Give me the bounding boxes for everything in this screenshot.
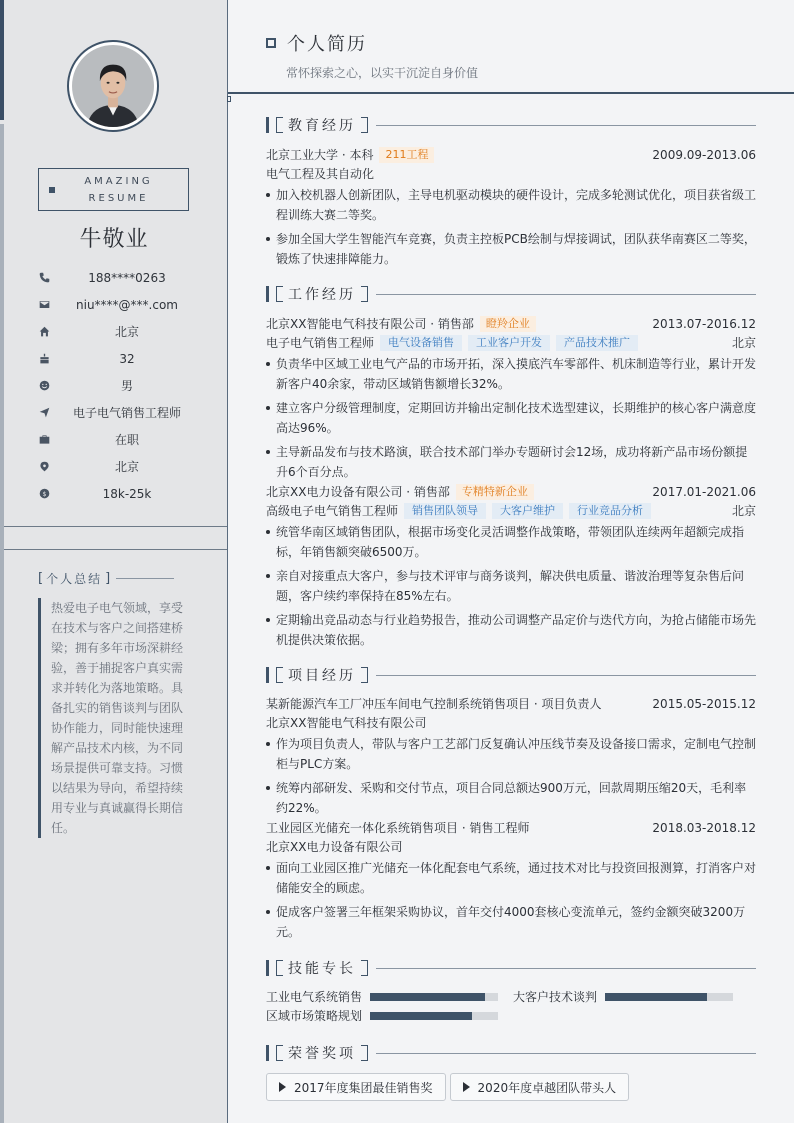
info-gender	[38, 372, 198, 399]
section-title: 教育经历	[288, 118, 356, 134]
school-name: 北京工业大学 · 本科	[266, 148, 374, 162]
skill-bar-fill	[605, 993, 707, 1001]
salary-value: 18k-25k	[102, 486, 152, 501]
cake-icon	[38, 353, 50, 365]
job-block	[266, 482, 756, 654]
list-item: 主导新品发布与技术路演，联合技术部门举办专题研讨会12场，成功将新产品市场份额提升6个百分点。	[266, 442, 756, 482]
list-item: 定期输出竞品动态与行业趋势报告，推动公司调整产品定价与迭代方向，为抢占储能市场先机提供决策依据。	[266, 610, 756, 650]
project-company: 北京XX智能电气科技有限公司	[266, 716, 427, 730]
section-education	[266, 116, 756, 134]
skill-name: 区域市场策略规划	[266, 1009, 363, 1023]
location-icon	[38, 461, 50, 473]
info-email	[38, 291, 198, 318]
header-divider	[228, 92, 794, 94]
section-title: 技能专长	[288, 961, 356, 977]
badge-line-1: AMAZING	[84, 175, 153, 187]
section-honors	[266, 1044, 756, 1062]
avatar	[67, 40, 159, 132]
candidate-name: 牛敬业	[79, 227, 149, 252]
award-item	[266, 1073, 446, 1101]
job-role: 电子电气销售工程师	[266, 336, 375, 350]
badge-line-2: RESUME	[88, 192, 149, 204]
position-value: 电子电气销售工程师	[72, 406, 181, 420]
list-item: 建立客户分级管理制度，定期回访并输出定制化技术选型建议，长期维护的核心客户满意度高达96%。	[266, 398, 756, 438]
email-value: niu****@***.com	[76, 297, 178, 312]
sidebar-divider	[4, 526, 227, 527]
skill-tag: 大客户维护	[492, 503, 563, 519]
summary-heading: [ 个人总结 ]	[38, 570, 174, 587]
triangle-icon	[279, 1082, 286, 1092]
skill-item	[266, 988, 498, 1005]
smile-icon	[38, 380, 50, 392]
list-item: 作为项目负责人，带队与客户工艺部门反复确认冲压线节奏及设备接口需求，定制电气控制柜与PLC方案。	[266, 734, 756, 774]
company-tag: 专精特新企业	[456, 484, 534, 500]
project-date: 2018.03-2018.12	[652, 820, 756, 835]
skill-bar	[605, 993, 733, 1001]
location-value: 北京	[114, 460, 139, 474]
skill-tag: 工业客户开发	[468, 335, 550, 351]
info-status	[38, 426, 198, 453]
skill-name: 大客户技术谈判	[513, 990, 598, 1004]
project-block	[266, 818, 756, 946]
amazing-resume-badge	[38, 168, 189, 211]
mail-icon	[38, 299, 50, 311]
award-label: 2017年度集团最佳销售奖	[294, 1080, 433, 1095]
triangle-icon	[463, 1082, 470, 1092]
skill-bar	[370, 993, 498, 1001]
header-marker	[227, 96, 231, 102]
list-item: 统管华南区域销售团队，根据市场变化灵活调整作战策略，带领团队连续两年超额完成指标，年销售额突破6500万。	[266, 522, 756, 562]
education-block	[266, 145, 756, 273]
job-date: 2013.07-2016.12	[652, 316, 756, 331]
badge-square-icon	[49, 187, 55, 193]
company-tag: 瞪羚企业	[480, 316, 536, 332]
award-item	[450, 1073, 630, 1101]
job-city: 北京	[731, 336, 756, 350]
page-subtitle: 常怀探索之心，以实干沉淀自身价值	[286, 66, 479, 80]
project-company: 北京XX电力设备有限公司	[266, 840, 403, 854]
section-skills	[266, 959, 756, 977]
skill-tag: 销售团队领导	[404, 503, 486, 519]
skill-tag: 电气设备销售	[380, 335, 462, 351]
section-work	[266, 285, 756, 303]
skill-name: 工业电气系统销售	[266, 990, 363, 1004]
title-square-icon	[266, 38, 276, 48]
age-value: 32	[119, 351, 135, 366]
project-date: 2015.05-2015.12	[652, 696, 756, 711]
skill-bar-fill	[370, 1012, 472, 1020]
job-date: 2017.01-2021.06	[652, 484, 756, 499]
company-name: 北京XX电力设备有限公司 · 销售部	[266, 485, 450, 499]
list-item: 统筹内部研发、采购和交付节点，项目合同总额达900万元，回款周期压缩20天，毛利率约22%。	[266, 778, 756, 818]
list-item: 面向工业园区推广光储充一体化配套电气系统，通过技术对比与投资回报测算，打消客户对储能安全的顾虑。	[266, 858, 756, 898]
section-title: 工作经历	[288, 287, 356, 303]
project-block	[266, 694, 756, 822]
summary-title: 个人总结	[46, 572, 103, 586]
job-block	[266, 314, 756, 486]
send-icon	[38, 407, 50, 419]
list-item: 负责华中区域工业电气产品的市场开拓，深入摸底汽车零部件、机床制造等行业，累计开发新客户40余家，带动区域销售额增长32%。	[266, 354, 756, 394]
info-salary	[38, 480, 198, 507]
company-name: 北京XX智能电气科技有限公司 · 销售部	[266, 317, 474, 331]
award-label: 2020年度卓越团队带头人	[477, 1080, 617, 1095]
section-title: 荣誉奖项	[288, 1046, 356, 1062]
money-icon	[38, 488, 50, 500]
skill-item	[513, 988, 733, 1005]
skill-tag: 产品技术推广	[556, 335, 638, 351]
section-projects	[266, 666, 756, 684]
info-home	[38, 318, 198, 345]
briefcase-icon	[38, 434, 50, 446]
info-position	[38, 399, 198, 426]
project-name: 工业园区光储充一体化系统销售项目 · 销售工程师	[266, 821, 530, 835]
contact-info	[38, 264, 198, 507]
home-icon	[38, 326, 50, 338]
job-role: 高级电子电气销售工程师	[266, 504, 399, 518]
skill-bar-fill	[370, 993, 485, 1001]
info-phone	[38, 264, 198, 291]
school-tag: 211工程	[379, 147, 434, 163]
job-city: 北京	[731, 504, 756, 518]
sidebar-divider	[4, 549, 227, 550]
list-item: 促成客户签署三年框架采购协议，首年交付4000套核心变流单元，签约金额突破3200万元。	[266, 902, 756, 942]
sidebar	[0, 0, 228, 1123]
education-date: 2009.09-2013.06	[652, 147, 756, 162]
skill-item	[266, 1007, 498, 1024]
info-age	[38, 345, 198, 372]
svg-text:$: $	[42, 490, 46, 498]
sidebar-edge	[0, 124, 4, 1123]
list-item: 参加全国大学生智能汽车竞赛，负责主控板PCB绘制与焊接调试，团队获华南赛区二等奖，锻炼了快速排障能力。	[266, 229, 756, 269]
project-name: 某新能源汽车工厂冲压车间电气控制系统销售项目 · 项目负责人	[266, 697, 602, 711]
phone-value: 188****0263	[88, 270, 166, 285]
summary-text: 热爱电子电气领域，享受在技术与客户之间搭建桥梁；拥有多年市场深耕经验，善于捕捉客户真实需求并转化为落地策略。具备扎实的销售谈判与团队协作能力，同时能快速理解产品技术内核，为不同场景提供可靠支持。习惯以结果为导向，希望持续用专业与真诚赢得长期信任。	[38, 598, 188, 838]
status-value: 在职	[114, 433, 139, 447]
list-item: 加入校机器人创新团队，主导电机驱动模块的硬件设计，完成多轮测试优化，项目获省级工程训练大赛二等奖。	[266, 185, 756, 225]
skill-bar	[370, 1012, 498, 1020]
page-title: 个人简历	[287, 34, 367, 55]
phone-icon	[38, 272, 50, 284]
home-value: 北京	[114, 325, 139, 339]
section-title: 项目经历	[288, 668, 356, 684]
info-location	[38, 453, 198, 480]
list-item: 亲自对接重点大客户，参与技术评审与商务谈判，解决供电质量、谐波治理等复杂售后问题，客户续约率保持在85%左右。	[266, 566, 756, 606]
sidebar-edge-accent	[0, 0, 4, 120]
skill-tag: 行业竞品分析	[569, 503, 651, 519]
major: 电气工程及其自动化	[266, 167, 375, 181]
awards-list	[266, 1073, 633, 1101]
gender-value: 男	[120, 379, 133, 393]
